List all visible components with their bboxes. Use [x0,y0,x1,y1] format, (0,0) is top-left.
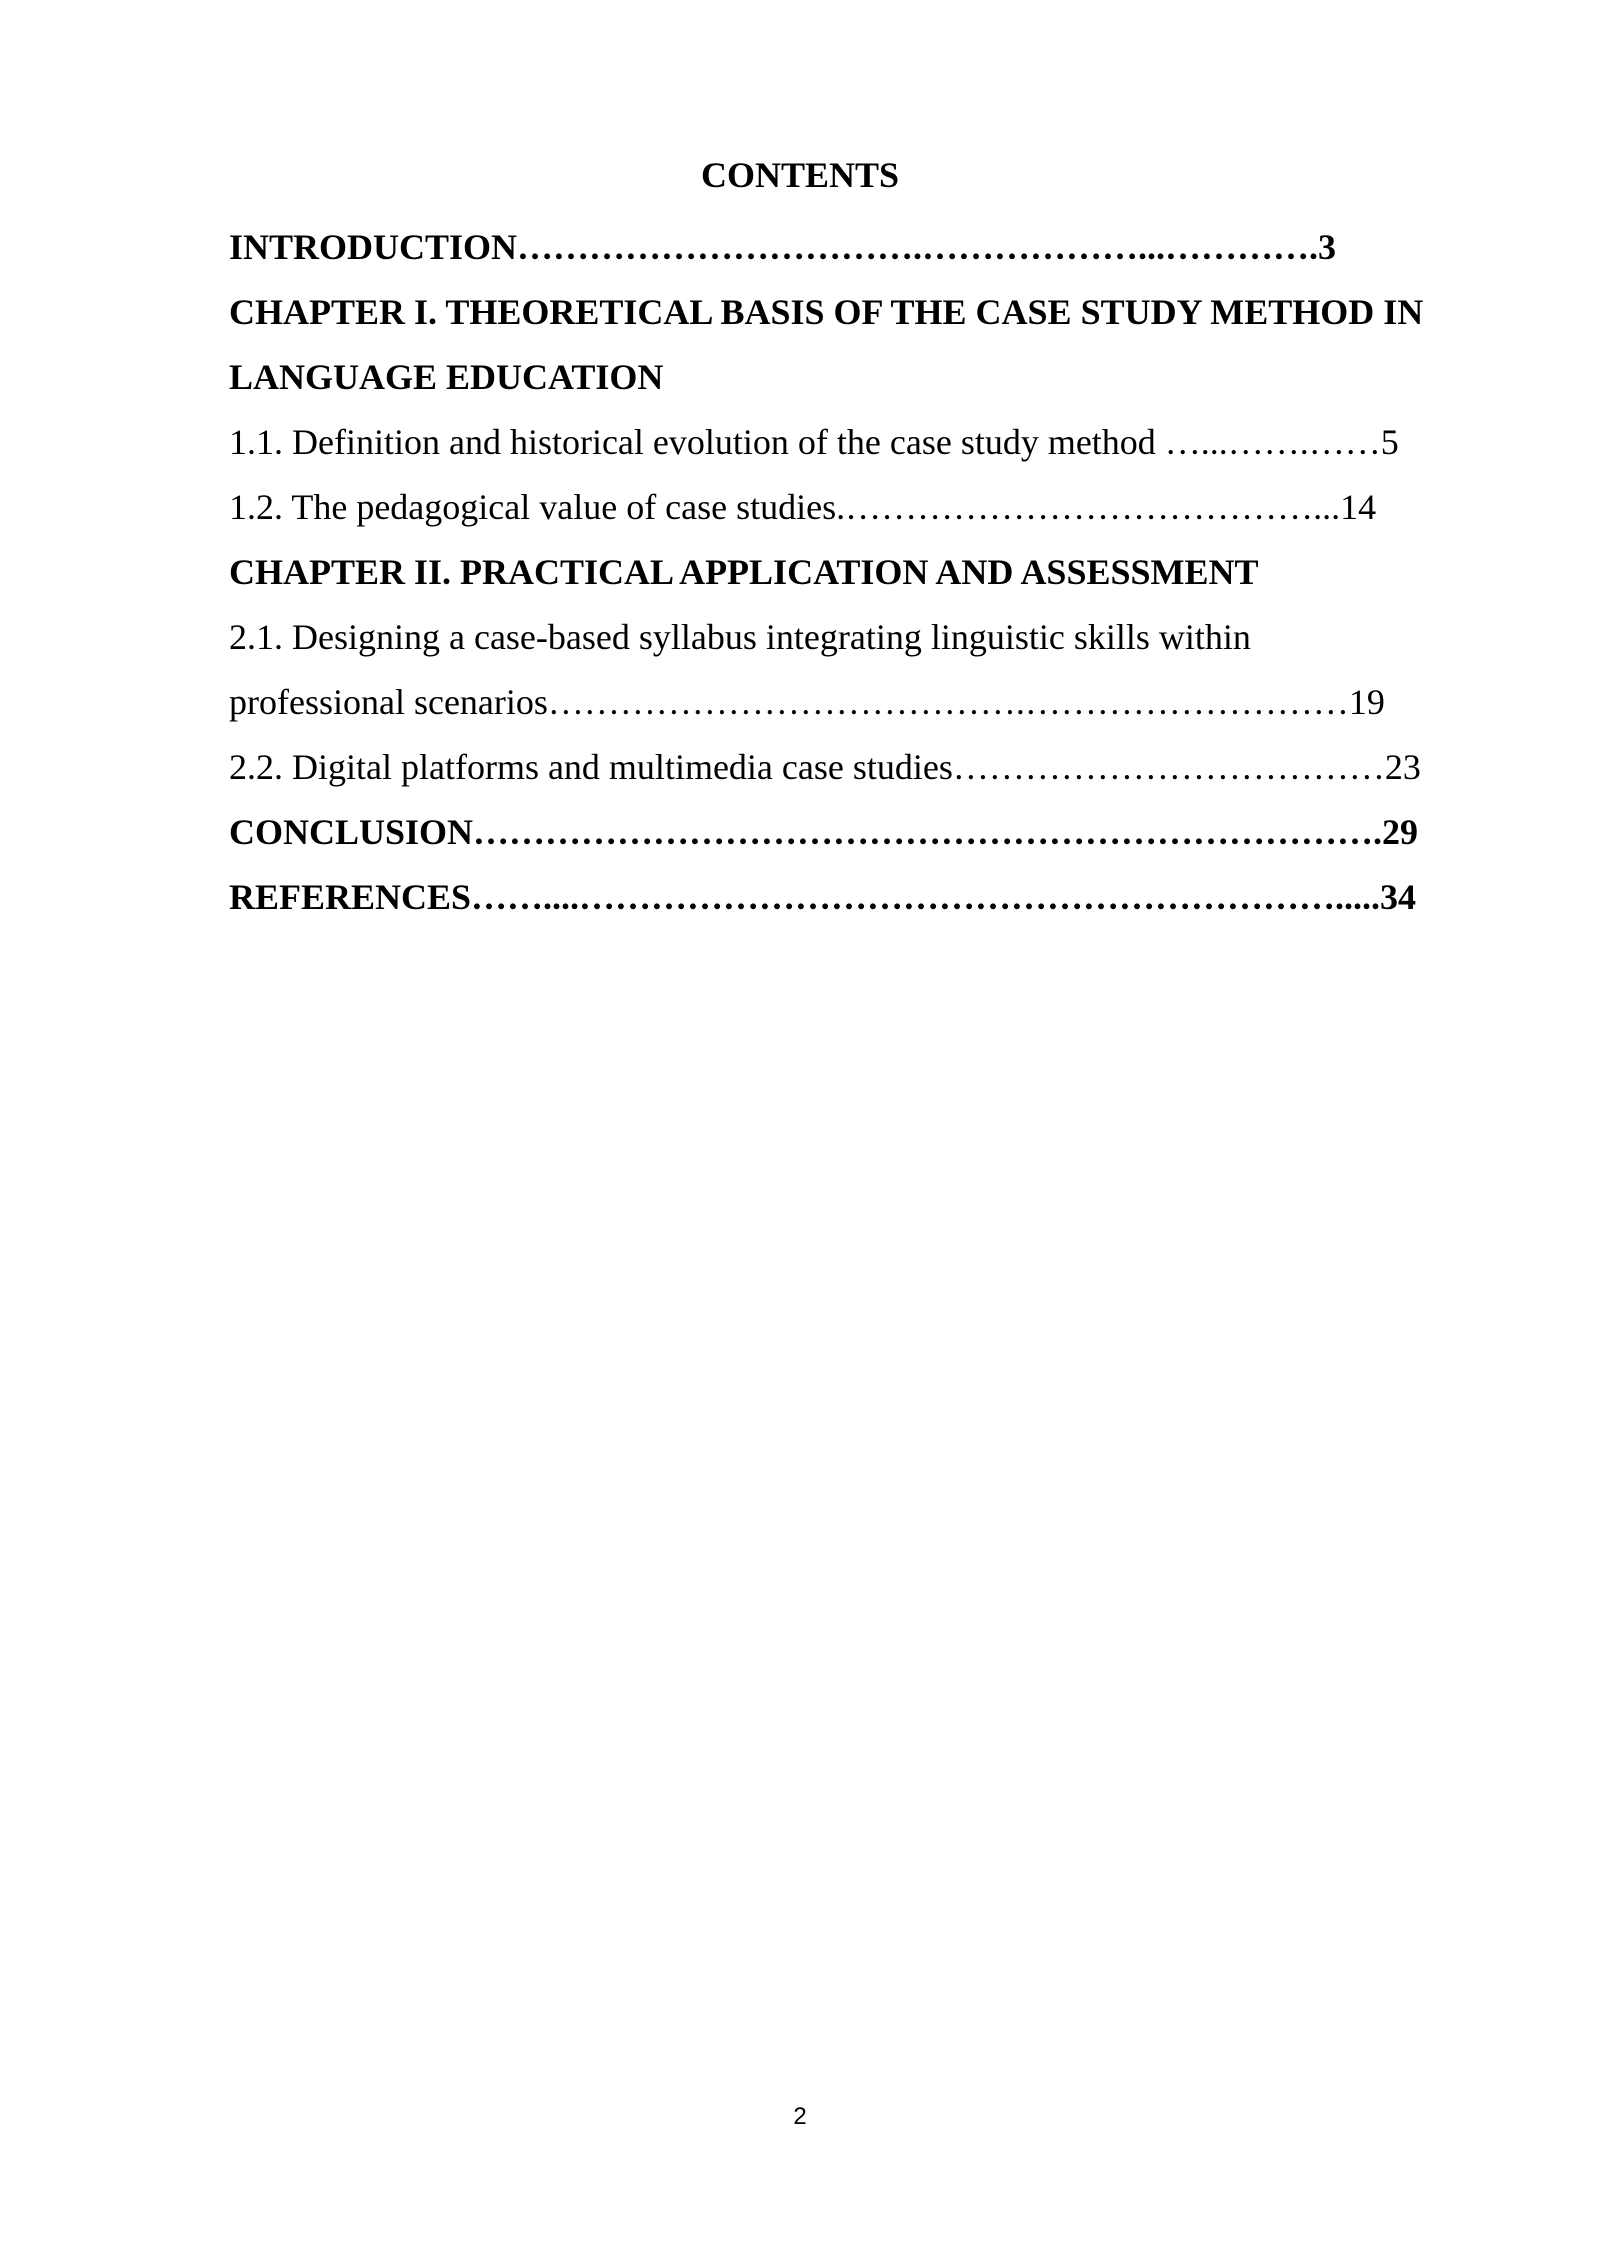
table-of-contents [229,215,1489,930]
toc-entry-section-2-2: 2.2. Digital platforms and multimedia case studies………………………………23 [229,747,1421,787]
toc-entry-conclusion: CONCLUSION………………………………………………………………….29 [229,812,1419,852]
page-title: CONTENTS [700,155,900,195]
toc-entry-section-1-1: 1.1. Definition and historical evolution of the case study method …...…….……5 [229,422,1399,462]
page-number: 2 [793,2103,807,2130]
toc-entry-chapter-2-title: CHAPTER II. PRACTICAL APPLICATION AND ASSESSMENT [229,552,1259,592]
toc-entry-introduction: INTRODUCTION…………………………….………………...………….3 [229,227,1337,267]
toc-entry-chapter-1-title: CHAPTER I. THEORETICAL BASIS OF THE CASE STUDY METHOD IN [229,292,1424,332]
toc-entry-section-1-2: 1.2. The pedagogical value of case studies.…………………………………...14 [229,487,1377,527]
toc-entry-section-2-1: 2.1. Designing a case-based syllabus integrating linguistic skills within [229,617,1251,657]
toc-entry-chapter-1-title-continued: LANGUAGE EDUCATION [229,357,664,397]
toc-entry-section-2-1-continued: professional scenarios………………………………….………………………19 [229,682,1385,722]
toc-entry-references: REFERENCES……....……………………………………………………….....34 [229,877,1417,917]
